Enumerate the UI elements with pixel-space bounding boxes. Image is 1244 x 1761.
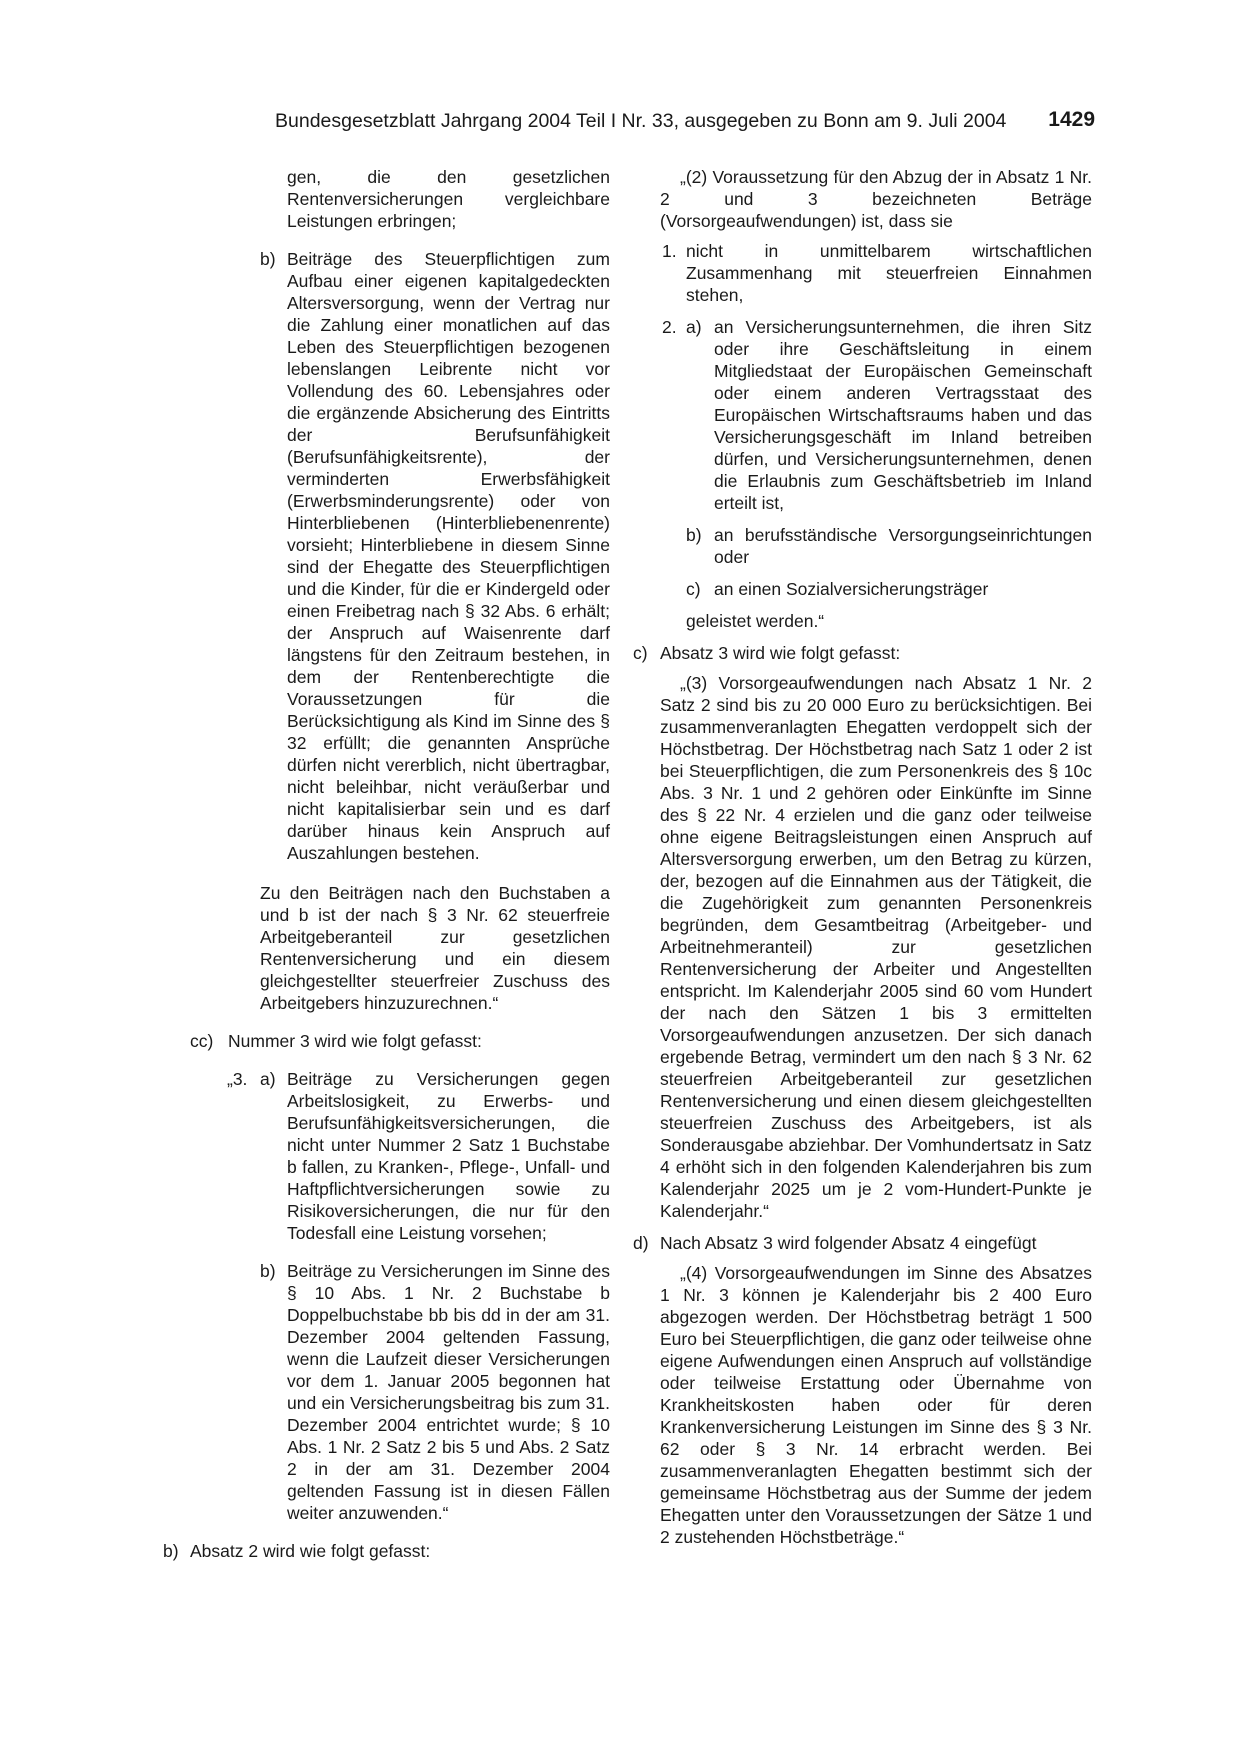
item-2b bbox=[660, 524, 1092, 568]
item-3b-label: b) bbox=[260, 1261, 276, 1281]
item-b-absatz2-text: Absatz 2 wird wie folgt gefasst: bbox=[190, 1541, 431, 1561]
item-1-text: nicht in unmittelbarem wirtschaftlichen Zusammenhang mit steuerfreien Einnahmen stehen, bbox=[686, 241, 1092, 305]
zu-den-beitraegen-text: Zu den Beiträgen nach den Buchstaben a und b ist der nach § 3 Nr. 62 steuerfreie Arbeitgeberanteil zur gesetzlichen Rentenversicherung und ein diesem gleichgestellter steuerfreier Zuschuss des Arbeitgebers hinzuzurechnen.“ bbox=[260, 883, 610, 1013]
item-2a-text: an Versicherungsunternehmen, die ihren Sitz oder ihre Geschäftsleitung in einem Mitgliedstaat der Europäischen Gemeinschaft oder einem anderen Vertragsstaat des Europäischen Wirtschaftsraums haben und das Versicherungsgeschäft im Inland betreiben dürfen, und Versicherungsunternehmen, denen die Erlaubnis zum Geschäftsbetrieb im Inland erteilt ist, bbox=[714, 317, 1092, 513]
page-number: 1429 bbox=[1048, 108, 1095, 131]
absatz3-text: „(3) Vorsorgeaufwendungen nach Absatz 1 Nr. 2 Satz 2 sind bis zu 20 000 Euro zu berücksichtigen. Bei zusammenveranlagten Ehegatten verdoppelt sich der Höchstbetrag. Der Höchstbetrag nach Satz 1 oder 2 ist bei Steuerpflichtigen, die zum Personenkreis des § 10c Abs. 3 Nr. 1 und 2 gehören oder Einkünfte im Sinne des § 22 Nr. 4 erzielen und die ganz oder teilweise ohne eigene Beitragsleistungen einen Anspruch auf Altersversorgung erwerben, um den Betrag zu kürzen, der, bezogen auf die Einnahmen aus der Tätigkeit, die die Zugehörigkeit zum genannten Personenkreis begründen, dem Gesamtbeitrag (Arbeitgeber- und Arbeitnehmeranteil) zur gesetzlichen Rentenversicherung der Arbeiter und Angestellten entspricht. Im Kalenderjahr 2005 sind 60 vom Hundert der nach den Sätzen 1 bis 3 ermittelten Vorsorgeaufwendungen anzusetzen. Der sich danach ergebende Betrag, vermindert um den nach § 3 Nr. 62 steuerfreien Arbeitgeberanteil zur gesetzlichen Rentenversicherung und einen diesem gleichgestellten steuerfreien Zuschuss des Arbeitgebers, ist als Sonderausgabe abziehbar. Der Vomhundertsatz in Satz 4 erhöht sich in den folgenden Kalenderjahren bis zum Kalenderjahr 2025 um je 2 vom-Hundert-Punkte je Kalenderjahr.“ bbox=[660, 673, 1092, 1221]
item-2-label: 2. bbox=[662, 317, 677, 337]
item-c-text: Absatz 3 wird wie folgt gefasst: bbox=[660, 643, 901, 663]
item-cc bbox=[190, 1030, 610, 1052]
item-cc-label: cc) bbox=[190, 1031, 214, 1051]
item-3a-text: Beiträge zu Versicherungen gegen Arbeitslosigkeit, zu Erwerbs- und Berufsunfähigkeitsversicherungen, die nicht unter Nummer 2 Satz 1 Buchstabe b fallen, zu Kranken-, Pflege-, Unfall- und Haftpflichtversicherungen sowie zu Risikoversicherungen, die nur für den Todesfall eine Leistung vorsehen; bbox=[287, 1069, 610, 1243]
left-continuation-text: gen, die den gesetzlichen Rentenversicherungen vergleichbare Leistungen erbringen; bbox=[287, 167, 610, 231]
item-3a-label: a) bbox=[260, 1069, 276, 1089]
absatz4-text: „(4) Vorsorgeaufwendungen im Sinne des Absatzes 1 Nr. 3 können je Kalenderjahr bis 2 400 Euro abgezogen werden. Der Höchstbetrag beträgt 1 500 Euro bei Steuerpflichtigen, die ganz oder teilweise ohne eigene Aufwendungen einen Anspruch auf vollständige oder teilweise Erstattung oder Übernahme von Krankheitskosten haben oder für deren Krankenversicherung Leistungen im Sinne des § 3 Nr. 62 oder § 3 Nr. 14 erbracht werden. Bei zusammenveranlagten Ehegatten bestimmt sich der gemeinsame Höchstbetrag aus der Summe der jedem Ehegatten unter den Voraussetzungen der Sätze 1 und 2 zustehenden Höchstbeträge.“ bbox=[660, 1263, 1092, 1547]
item-cc-text: Nummer 3 wird wie folgt gefasst: bbox=[228, 1031, 482, 1051]
header-title: Bundesgesetzblatt Jahrgang 2004 Teil I Nr. 33, ausgegeben zu Bonn am 9. Juli 2004 bbox=[275, 110, 1007, 132]
item-1 bbox=[660, 240, 1092, 306]
left-column bbox=[163, 166, 610, 1562]
item-c bbox=[633, 642, 1092, 664]
item-b-absatz2 bbox=[163, 1540, 610, 1562]
item-3b-text: Beiträge zu Versicherungen im Sinne des § 10 Abs. 1 Nr. 2 Buchstabe b Doppelbuchstabe bb bis dd in der am 31. Dezember 2004 geltenden Fassung, wenn die Laufzeit dieser Versicherungen vor dem 1. Januar 2005 begonnen hat und ein Versicherungsbeitrag bis zum 31. Dezember 2004 entrichtet wurde; § 10 Abs. 1 Nr. 2 Satz 2 bis 5 und Abs. 2 Satz 2 in der am 31. Dezember 2004 geltenden Fassung ist in diesen Fällen weiter anzuwenden.“ bbox=[287, 1261, 610, 1523]
page-header bbox=[275, 108, 1095, 138]
item-2a bbox=[660, 316, 1092, 514]
geleistet-werden: geleistet werden.“ bbox=[686, 611, 825, 631]
item-b-label: b) bbox=[260, 249, 276, 269]
item-b-absatz2-label: b) bbox=[163, 1541, 179, 1561]
item-2a-label: a) bbox=[686, 317, 702, 337]
item-c-label: c) bbox=[633, 643, 648, 663]
item-2c-text: an einen Sozialversicherungsträger bbox=[714, 579, 989, 599]
item-1-label: 1. bbox=[662, 241, 677, 261]
absatz2-intro: „(2) Voraussetzung für den Abzug der in Absatz 1 Nr. 2 und 3 bezeichneten Beträge (Vorsorgeaufwendungen) ist, dass sie bbox=[660, 167, 1092, 231]
item-2c bbox=[660, 578, 1092, 600]
item-d-label: d) bbox=[633, 1233, 649, 1253]
item-b-contributions bbox=[190, 248, 610, 864]
number-3-label: „3. bbox=[227, 1069, 248, 1089]
item-2b-label: b) bbox=[686, 525, 702, 545]
item-d bbox=[633, 1232, 1092, 1254]
item-d-text: Nach Absatz 3 wird folgender Absatz 4 eingefügt bbox=[660, 1233, 1037, 1253]
item-2c-label: c) bbox=[686, 579, 701, 599]
item-3b bbox=[190, 1260, 610, 1524]
item-2b-text: an berufsständische Versorgungseinrichtungen oder bbox=[714, 525, 1092, 567]
item-b-text: Beiträge des Steuerpflichtigen zum Aufbau einer eigenen kapitalgedeckten Altersversorgung, wenn der Vertrag nur die Zahlung einer monatlichen auf das Leben des Steuerpflichtigen bezogenen lebenslangen Leibrente nicht vor Vollendung des 60. Lebensjahres oder die ergänzende Absicherung des Eintritts der Berufsunfähigkeit (Berufsunfähigkeitsrente), der verminderten Erwerbsfähigkeit (Erwerbsminderungsrente) oder von Hinterbliebenen (Hinterbliebenenrente) vorsieht; Hinterbliebene in diesem Sinne sind der Ehegatte des Steuerpflichtigen und die Kinder, für die er Kindergeld oder einen Freibetrag nach § 32 Abs. 6 erhält; der Anspruch auf Waisenrente darf längstens für den Zeitraum bestehen, in dem der Rentenberechtigte die Voraussetzungen für die Berücksichtigung als Kind im Sinne des § 32 erfüllt; die genannten Ansprüche dürfen nicht vererblich, nicht übertragbar, nicht beleihbar, nicht veräußerbar und nicht kapitalisierbar sein und es darf darüber hinaus kein Anspruch auf Auszahlungen bestehen. bbox=[287, 249, 610, 863]
right-column bbox=[633, 166, 1092, 1548]
item-3a bbox=[190, 1068, 610, 1244]
